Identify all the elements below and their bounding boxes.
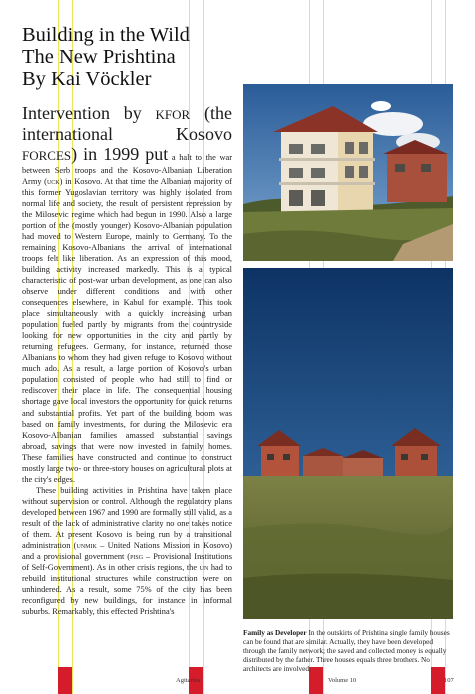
body-text: ) in Kosovo. At that time the Albanian majority of this former Yugoslavian territory was highly isolated from normal life and society, the result of persistent repression by the Milosevic regime which had begun in 1990. Also a large portion of the (mostly younger) Kosovo-Albanian population had moved to Western Europe, mainly to Germany. To the remaining Kosovo-Albanians the arrival of international troops felt like liberation. As an expression of this mood, building activity increased markedly. This is a typical characteristic of post-war urban development, as one can also observe under different conditions and with other consequences elsewhere, in Kabul for example. This took place simultaneously with a quickly increasing urban population fueled partly by migrants from the countryside looking for new opportunities in the city and partly by returning refugees. Germany, for instance, returned those Albanians to whom they had given refuge to Kosovo without much ado. As a result, a large portion of Kosovo's urban population consisted of people who had still to find or rediscover their place in life. The consequential housing shortage gave local investors the opportunity for quick returns and substantial profits. Yet part of the building boom was based on family investments, for during the Milosevic era Kosovo-Albanian families amassed substantial savings abroad, savings that were now invested in family homes. These families have constructed and continue to construct mostly large two- or three-story houses on agricultural plots at the city's edges. — [22, 176, 232, 484]
acronym: un — [199, 563, 209, 573]
acronym: unmik — [76, 541, 97, 551]
acronym: pisg — [130, 552, 144, 562]
title-line: Building in the Wild — [22, 24, 190, 46]
title-line: By Kai Vöckler — [22, 68, 152, 90]
caption-title: Family as Developer — [243, 628, 307, 637]
page-title — [22, 24, 252, 90]
footer-magazine: Agitarios — [176, 677, 201, 684]
photo-villa — [243, 84, 453, 261]
article-paragraph-2: These building activities in Prishtina have taken place without supervision or control. Although the regulatory plans developed between 1967 and 1990 are formally still valid, as a result of the lack of administrative clarity no one takes notice of them. At present Kosovo is being run by a transitional administration (unmik – United Nations Mission in Kosovo) and a provisional government (pisg – Provisional Institutions of Self-Government). As in other crisis regions, the un had to rebuild institutional structures while construction were on unhindered. As a result, some 75% of the city has been reconfigured by new buildings, for instance in informal suburbs. Remarkably, this effected Prishtina's — [22, 485, 233, 617]
title-line: The New Prishtina — [22, 46, 176, 68]
lead-in: Intervention by kfor (the international Kosovo forces) in 1999 put — [22, 103, 232, 164]
acronym: uck — [46, 176, 60, 186]
article-body — [22, 103, 232, 617]
red-margin-mark — [58, 667, 72, 694]
acronym: forces — [22, 144, 72, 164]
acronym: kfor — [155, 103, 191, 123]
photo-caption — [243, 628, 453, 673]
page-number: 107 — [444, 677, 454, 684]
body-text: a halt to the war between Serb troops and the Kosovo-Albanian Liberation Army ( — [22, 153, 233, 186]
article-paragraph-1 — [22, 103, 232, 485]
caption-text: In the outskirts of Prishtina single family houses can be found that are similar. Actually, they have been developed through the family network; the saved and collected money is equally distributed by the father. Three houses equals three brothers. No architects are involved. — [243, 628, 450, 674]
photo-three-houses — [243, 268, 453, 619]
footer-volume: Volume 10 — [328, 677, 357, 684]
